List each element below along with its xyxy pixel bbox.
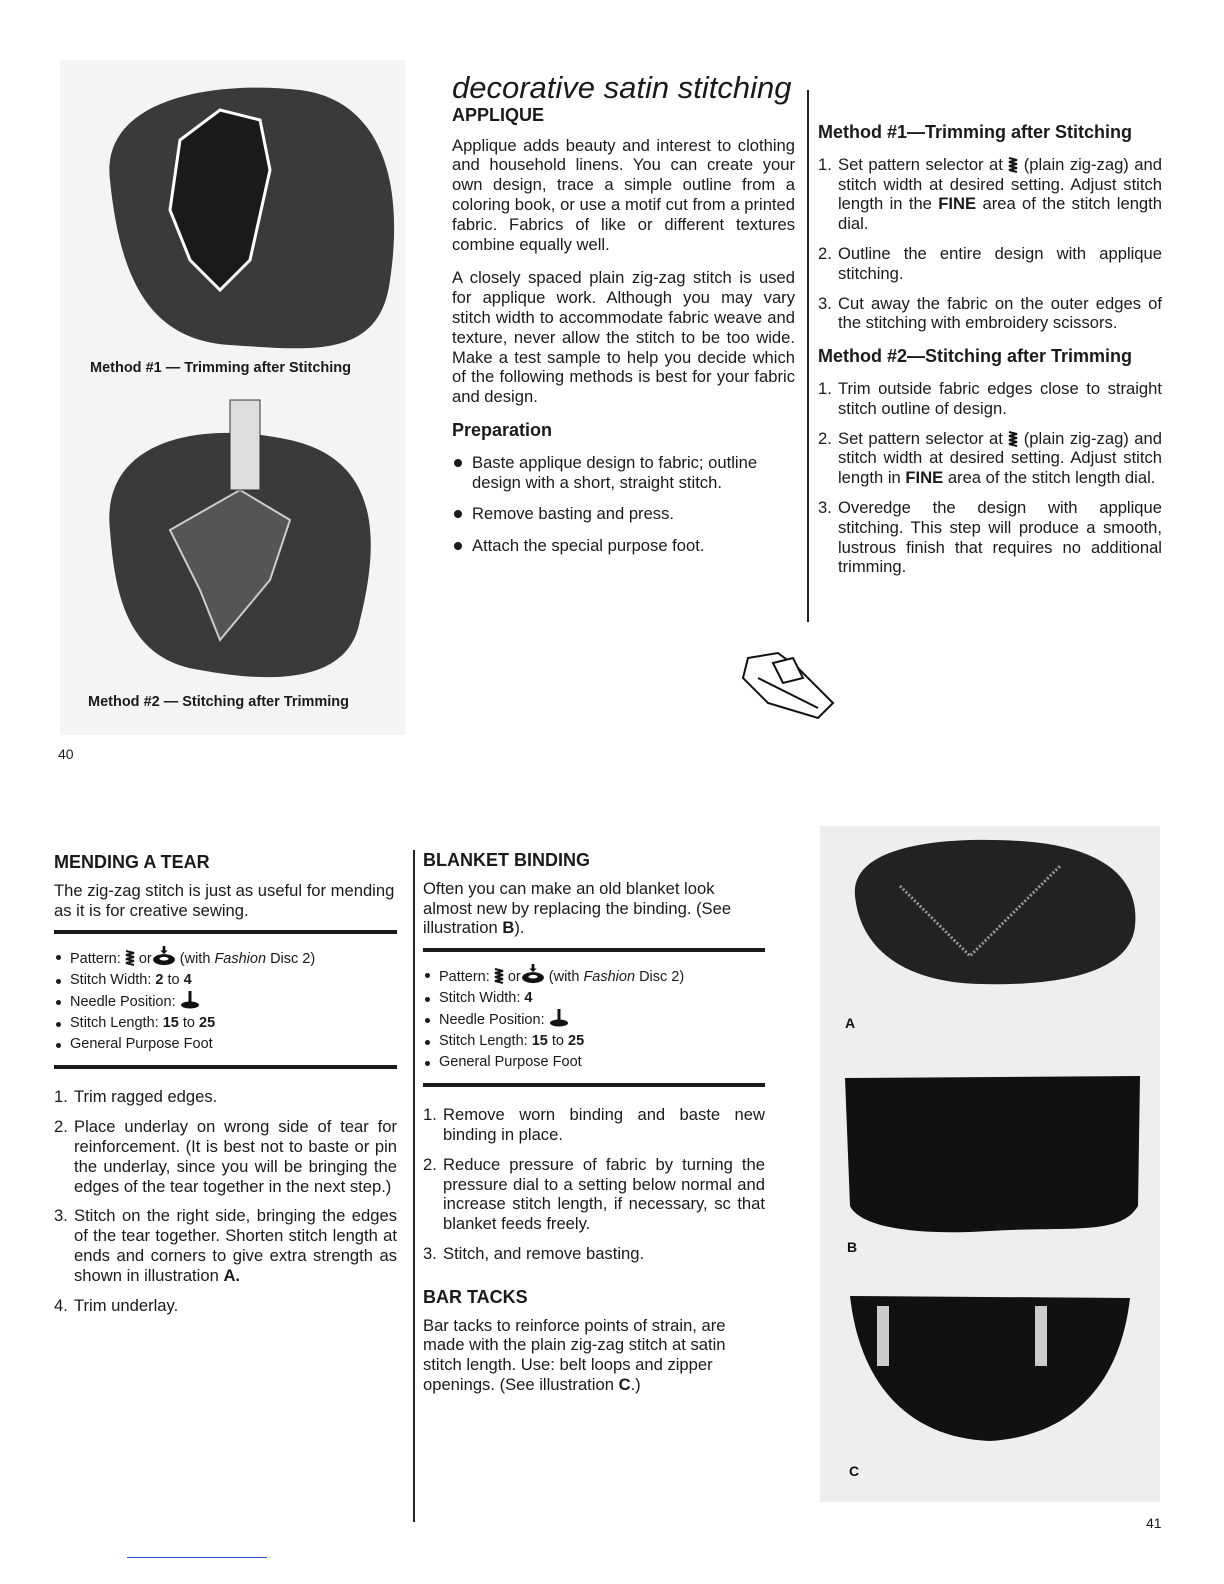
mending-settings: Pattern: or (with Fashion Disc 2) Stitch Width: 2 to 4 Needle Position: Stitch Length: 15 to 25 General Purpose Foot <box>54 930 397 1069</box>
illustration-b <box>845 1076 1140 1232</box>
blanket-heading: BLANKET BINDING <box>423 850 590 870</box>
list-item: 1. Trim outside fabric edges close to straight stitch outline of design. <box>818 378 1162 418</box>
column-divider <box>413 850 415 1522</box>
list-item: 2. Reduce pressure of fabric by turning the pressure dial to a setting below normal and increase stitch length, if necessary, sc that blanket feeds freely. <box>423 1154 765 1234</box>
mending-illustrations <box>820 826 1160 1502</box>
list-item: 2. Place underlay on wrong side of tear for reinforcement. (It is best not to baste or pin the underlay, since you will be bringing the edges of the tear together in the next step.) <box>54 1117 397 1196</box>
list-item: 2. Outline the entire design with applique stitching. <box>818 243 1162 283</box>
zigzag-icon <box>125 950 135 966</box>
label-b: B <box>847 1239 858 1255</box>
mending-intro: The zig-zag stitch is just as useful for mending as it is for creative sewing. <box>54 880 395 920</box>
caption-method1: Method #1 — Trimming after Stitching <box>90 360 352 376</box>
list-item: 1. Trim ragged edges. <box>54 1087 218 1107</box>
blanket-steps <box>423 1105 765 1264</box>
footer-rule <box>127 1557 267 1558</box>
mending-column <box>54 853 397 1325</box>
section-title: decorative satin stitching <box>452 70 792 105</box>
bartacks-heading: BAR TACKS <box>423 1286 528 1307</box>
list-item: Baste applique design to fabric; outline design with a short, straight stitch. <box>452 453 795 493</box>
list-item: 1. Remove worn binding and baste new binding in place. <box>423 1105 765 1144</box>
list-item: 3. Cut away the fabric on the outer edges of the stitching with embroidery scissors. <box>818 293 1162 333</box>
applique-intro: Applique adds beauty and interest to clothing and household linens. You can create your own design, trace a simple outline from a coloring book, or use a motif cut from a printed fabric. Fabrics of like or different textures combine equally well. <box>452 135 795 254</box>
label-a: A <box>845 1015 856 1031</box>
blanket-settings: Pattern: or (with Fashion Disc 2) Stitch Width: 4 Needle Position: Stitch Length: 15 to 25 General Purpose Foot <box>423 948 765 1087</box>
list-item: 4. Trim underlay. <box>54 1295 179 1315</box>
needle-position-icon <box>180 991 200 1009</box>
applique-description: A closely spaced plain zig-zag stitch is used for applique work. Although you may vary stitch width to accommodate fabric weave and texture, never allow the stitch to be too wide. Make a test sample to help you decide which of the following methods is best for your fabric and design. <box>452 268 795 407</box>
mending-heading: MENDING A TEAR <box>54 852 210 872</box>
column-divider <box>807 90 809 622</box>
zigzag-icon <box>494 968 504 984</box>
list-item: 3. Overedge the design with applique stitching. This step will produce a smooth, lustrous finish that requires no additional trimming. <box>818 497 1162 577</box>
caption-method2: Method #2 — Stitching after Trimming <box>88 694 350 710</box>
applique-column <box>452 70 795 568</box>
disc-icon <box>521 964 545 984</box>
page-number-right: 41 <box>1146 1515 1162 1531</box>
needle-position-icon <box>549 1009 569 1027</box>
method2-steps <box>818 379 1162 577</box>
list-item: 3. Stitch, and remove basting. <box>423 1243 645 1263</box>
disc-icon <box>152 946 176 966</box>
method1-heading: Method #1—Trimming after Stitching <box>818 122 1133 142</box>
page-number-left: 40 <box>58 746 74 762</box>
presser-foot-illustration <box>738 648 838 723</box>
preparation-list <box>452 453 795 556</box>
list-item: 3. Stitch on the right side, bringing the edges of the tear together. Shorten stitch length at ends and corners to give extra strength as shown in illustration A. <box>54 1206 397 1285</box>
mending-steps <box>54 1087 397 1315</box>
method2-heading: Method #2—Stitching after Trimming <box>818 346 1133 367</box>
list-item: Attach the special purpose foot. <box>452 536 795 556</box>
bartacks-text: Bar tacks to reinforce points of strain, are made with the plain zig-zag stitch at satin stitch length. Use: belt loops and zipper openings. (See illustration C.) <box>423 1315 726 1394</box>
preparation-heading: Preparation <box>452 419 553 440</box>
zigzag-icon <box>1008 431 1018 447</box>
list-item: Remove basting and press. <box>452 504 795 524</box>
list-item: 1. Set pattern selector at (plain zig-zag) and stitch width at desired setting. Adjust stitch length in the FINE area of the stitch length dial. <box>818 154 1162 234</box>
zigzag-icon <box>1008 157 1018 173</box>
blanket-intro: Often you can make an old blanket look almost new by replacing the binding. (See illustration B). <box>423 878 732 938</box>
applique-heading: APPLIQUE <box>452 104 545 125</box>
method1-steps <box>818 155 1162 333</box>
methods-column <box>818 123 1162 587</box>
illustration-a <box>855 840 1136 984</box>
list-item: 2. Set pattern selector at (plain zig-zag) and stitch width at desired setting. Adjust stitch length in FINE area of the stitch length dial. <box>818 428 1162 488</box>
blanket-column <box>423 851 765 1409</box>
label-c: C <box>849 1463 860 1479</box>
applique-illustrations <box>60 60 405 740</box>
